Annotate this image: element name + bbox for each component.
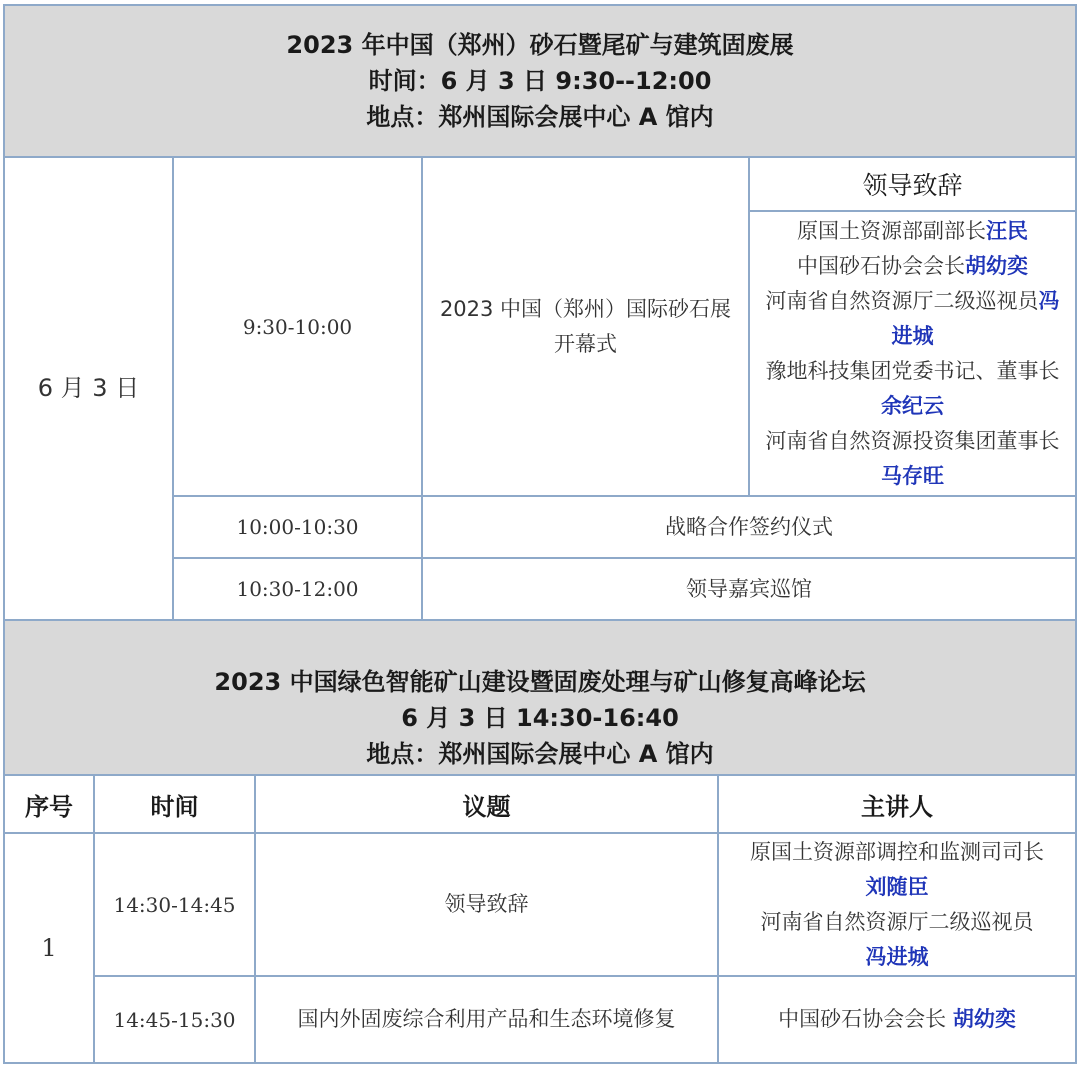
section1-title: 2023 年中国（郑州）砂石暨尾矿与建筑固废展 bbox=[286, 31, 794, 59]
grid-line bbox=[717, 775, 719, 1063]
grid-line bbox=[4, 156, 1076, 158]
forum-row1-topic: 领导致辞 bbox=[444, 892, 529, 916]
grid-line bbox=[421, 157, 423, 620]
col-header-time: 时间 bbox=[150, 792, 199, 821]
speaker-item: 河南省自然资源投资集团董事长马存旺 bbox=[765, 428, 1060, 488]
section1-header bbox=[4, 5, 1076, 157]
grid-line bbox=[254, 775, 256, 1063]
row1-speakers bbox=[749, 211, 1076, 496]
grid-line bbox=[94, 975, 1076, 977]
speaker-title: 原国土资源部调控和监测司司长 bbox=[750, 839, 1044, 864]
speaker-item: 原国土资源部副部长汪民 bbox=[797, 218, 1028, 243]
grid-line bbox=[172, 157, 174, 620]
col-header-topic: 议题 bbox=[462, 792, 511, 821]
col-header-no: 序号 bbox=[25, 792, 73, 821]
grid-line bbox=[173, 495, 1076, 497]
speaker-name: 冯进城 bbox=[865, 944, 929, 969]
row2-topic: 战略合作签约仪式 bbox=[665, 514, 833, 539]
row2-time: 10:00-10:30 bbox=[236, 515, 359, 539]
forum-row2-speaker bbox=[718, 976, 1076, 1063]
section2-location: 地点：郑州国际会展中心 A 馆内 bbox=[366, 740, 714, 768]
col-header-speaker: 主讲人 bbox=[861, 792, 933, 821]
row1-topic: 2023 中国（郑州）国际砂石展开幕式 bbox=[439, 296, 732, 356]
grid-line bbox=[749, 210, 1076, 212]
grid-line bbox=[93, 775, 95, 1063]
speaker-item: 河南省自然资源厅二级巡视员冯进城 bbox=[765, 288, 1060, 348]
forum-number: 1 bbox=[41, 934, 57, 962]
grid-line bbox=[4, 619, 1076, 621]
speaker-item: 豫地科技集团党委书记、董事长余纪云 bbox=[765, 358, 1060, 418]
border-left bbox=[3, 4, 5, 1064]
forum-row2-topic: 国内外固废综合利用产品和生态环境修复 bbox=[297, 1007, 676, 1031]
border-bottom bbox=[4, 1062, 1077, 1064]
forum-row1-speakers bbox=[718, 833, 1076, 976]
section2-time: 6 月 3 日 14:30-16:40 bbox=[401, 704, 679, 732]
section2-title: 2023 中国绿色智能矿山建设暨固废处理与矿山修复高峰论坛 bbox=[214, 668, 866, 696]
section1-time: 时间：6 月 3 日 9:30--12:00 bbox=[368, 67, 712, 95]
grid-line bbox=[4, 832, 1076, 834]
speaker-name: 胡幼奕 bbox=[952, 1007, 1016, 1031]
grid-line bbox=[173, 557, 1076, 559]
speaker-title: 中国砂石协会会长 bbox=[778, 1007, 953, 1031]
row3-topic: 领导嘉宾巡馆 bbox=[686, 576, 812, 601]
grid-line bbox=[748, 157, 750, 496]
border-right bbox=[1075, 4, 1077, 1064]
speaker-title: 河南省自然资源厅二级巡视员 bbox=[760, 909, 1034, 934]
row1-subheader: 领导致辞 bbox=[862, 171, 963, 200]
section1-location: 地点：郑州国际会展中心 A 馆内 bbox=[366, 103, 714, 131]
forum-row2-time: 14:45-15:30 bbox=[113, 1007, 236, 1032]
border-top bbox=[4, 4, 1077, 6]
speaker-item: 中国砂石协会会长胡幼奕 bbox=[797, 253, 1028, 278]
row1-time: 9:30-10:00 bbox=[242, 314, 353, 339]
section1-date: 6 月 3 日 bbox=[37, 374, 140, 402]
row3-time: 10:30-12:00 bbox=[236, 577, 359, 601]
grid-line bbox=[4, 774, 1076, 776]
forum-row1-time: 14:30-14:45 bbox=[113, 892, 236, 917]
speaker-name: 刘随臣 bbox=[865, 874, 929, 899]
section2-header bbox=[4, 620, 1076, 775]
